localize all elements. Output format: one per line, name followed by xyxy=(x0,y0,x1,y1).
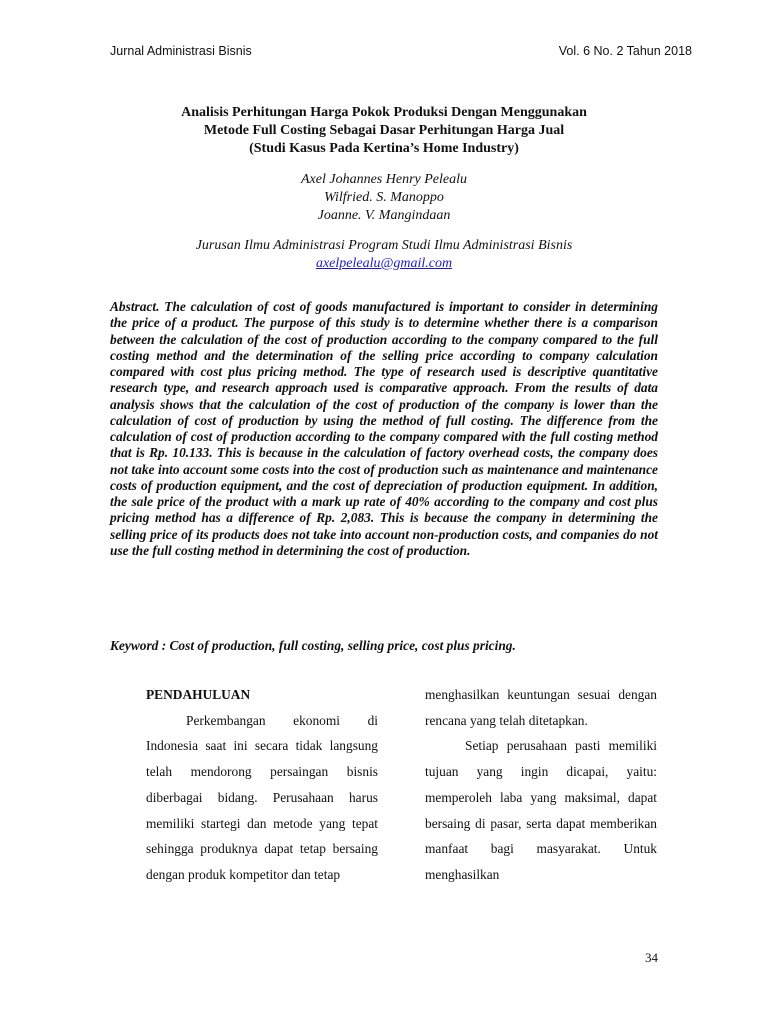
author-name: Joanne. V. Mangindaan xyxy=(317,208,451,223)
title-line-2: Metode Full Costing Sebagai Dasar Perhitungan Harga Jual xyxy=(203,123,565,138)
paper-title xyxy=(100,104,668,158)
affiliation xyxy=(100,237,668,273)
abstract: Abstract. The calculation of cost of goods manufactured is important to consider in determining the price of a product. The purpose of this study is to determine whether there is a comparison between the calculation of the cost of production according to the company compared to the full costing method and the determination of the selling price according to company calculation compared with cost plus pricing method. The type of research used is descriptive quantitative research type, and research approach used is comparative approach. From the results of data analysis shows that the calculation of the cost of production of the company is lower than the calculation of cost of production by using the method of full costing. The difference from the calculation of cost of production according to the company compared with the full costing method that is Rp. 10.133. This is because in the calculation of factory overhead costs, the company does not take into account some costs into the cost of production such as maintenance and maintenance costs of production equipment, and the cost of depreciation of production equipment. In addition, the sale price of the product with a mark up rate of 40% according to the company and cost plus pricing method has a difference of Rp. 2,083. This is because the company in determining the selling price of its products does not take into account non-production costs, and companies do not use the full costing method in determining the cost of production. xyxy=(110,299,658,558)
department: Jurusan Ilmu Administrasi Program Studi Ilmu Administrasi Bisnis xyxy=(195,238,573,253)
body-paragraph: Perkembangan ekonomi di Indonesia saat ini secara tidak langsung telah mendorong persaingan bisnis diberbagai bidang. Perusahaan harus memiliki startegi dan metode yang tepat sehingga produknya dapat tetap bersaing dengan produk kompetitor dan tetap xyxy=(146,712,378,882)
author-email-link[interactable]: axelpelealu@gmail.com xyxy=(315,256,453,271)
right-column xyxy=(425,682,657,888)
body-paragraph: menghasilkan keuntungan sesuai dengan rencana yang telah ditetapkan. xyxy=(425,687,657,728)
title-line-3: (Studi Kasus Pada Kertina’s Home Industry) xyxy=(249,141,519,156)
running-header xyxy=(110,44,692,58)
body-paragraph: Setiap perusahaan pasti memiliki tujuan yang ingin dicapai, yaitu: memperoleh laba yang maksimal, dapat bersaing di pasar, serta dapat memberikan manfaat bagi masyarakat. Untuk menghasilkan xyxy=(425,738,657,882)
journal-name: Jurnal Administrasi Bisnis xyxy=(110,44,252,58)
author-name: Axel Johannes Henry Pelealu xyxy=(301,172,467,187)
author-name: Wilfried. S. Manoppo xyxy=(324,190,444,205)
page-number: 34 xyxy=(645,950,658,965)
section-heading: PENDAHULUAN xyxy=(146,687,251,702)
volume-info: Vol. 6 No. 2 Tahun 2018 xyxy=(558,44,692,58)
author-list xyxy=(100,171,668,225)
left-column xyxy=(146,682,378,888)
title-line-1: Analisis Perhitungan Harga Pokok Produksi Dengan Menggunakan xyxy=(181,105,587,120)
keywords: Keyword : Cost of production, full costing, selling price, cost plus pricing. xyxy=(110,638,516,653)
